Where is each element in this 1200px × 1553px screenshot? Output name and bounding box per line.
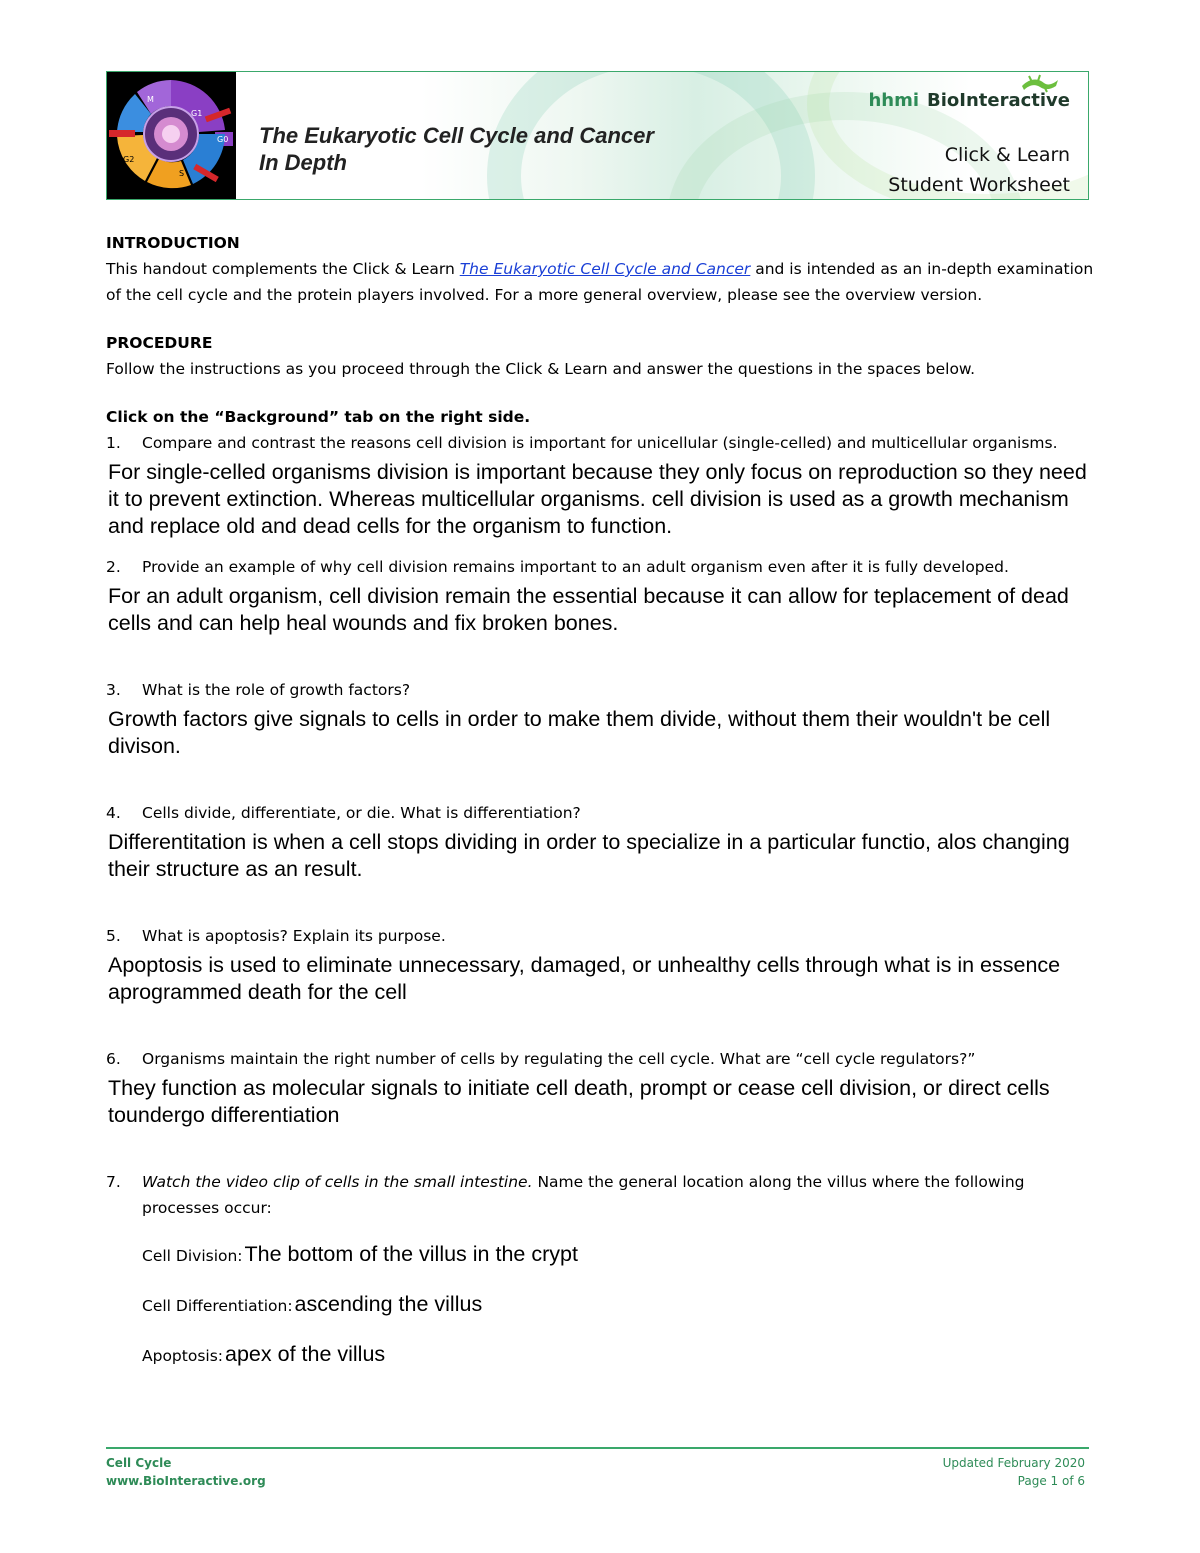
question-text <box>106 1046 1096 1072</box>
answer-text[interactable]: Growth factors give signals to cells in order to make them divide, without them their wouldn't be cell divison. <box>108 707 1051 758</box>
intro-text-after: and is intended as an in-depth examination of the cell cycle and the protein players involved. For a more general overview, please see the overview version. <box>106 260 1094 304</box>
answer-text[interactable]: Differentitation is when a cell stops dividing in order to specialize in a particular functio, alos changing their structure as an result. <box>108 830 1070 881</box>
question-block <box>106 1046 1096 1129</box>
question-number: 6. <box>106 1050 121 1068</box>
procedure-heading: PROCEDURE <box>106 334 213 352</box>
location-label: Cell Differentiation: <box>142 1297 293 1315</box>
question-prompt: What is the role of growth factors? <box>142 681 411 699</box>
location-answer[interactable]: ascending the villus <box>294 1292 483 1316</box>
question-prompt: Cells divide, differentiate, or die. What is differentiation? <box>142 804 581 822</box>
brand-hhmi: hhmi <box>868 90 919 111</box>
intro-heading: INTRODUCTION <box>106 234 240 252</box>
question-block <box>106 1169 1096 1369</box>
phase-label-g0: G0 <box>217 135 229 144</box>
phase-label-g2: G2 <box>123 155 135 164</box>
question-number: 3. <box>106 681 121 699</box>
brand-biointeractive: BioInteractive <box>927 90 1070 111</box>
answer-text[interactable]: They function as molecular signals to initiate cell death, prompt or cease cell division, or direct cells toundergo differentiation <box>108 1076 1050 1127</box>
question-text <box>106 677 1096 703</box>
product-label: Click & Learn <box>944 144 1070 166</box>
location-row <box>142 1241 1096 1269</box>
answer-text[interactable]: For single-celled organisms division is important because they only focus on reproduction so they need it to prevent extinction. Whereas multicellular organisms. cell division is used as a growth mechanism and replace old and dead cells for the organism to function. <box>108 460 1087 538</box>
title-line-1: The Eukaryotic Cell Cycle and Cancer <box>259 123 654 148</box>
question-italic-prompt: Watch the video clip of cells in the small intestine. <box>142 1173 533 1191</box>
document-type <box>888 140 1070 200</box>
worksheet-body <box>106 230 1096 1369</box>
worksheet-label: Student Worksheet <box>888 174 1070 196</box>
title-line-2: In Depth <box>259 150 347 175</box>
question-number: 5. <box>106 927 121 945</box>
question-number: 4. <box>106 804 121 822</box>
footer-left <box>106 1454 266 1490</box>
location-row <box>142 1341 1096 1369</box>
question-prompt: Name the general location along the villus where the following processes occur: <box>142 1173 1025 1217</box>
question-block <box>106 800 1096 883</box>
phase-label-g1: G1 <box>191 109 203 118</box>
question-text <box>106 800 1096 826</box>
question-text <box>106 923 1096 949</box>
footer-website-link[interactable]: www.BioInteractive.org <box>106 1474 266 1488</box>
question-number: 7. <box>106 1173 121 1191</box>
location-row <box>142 1291 1096 1319</box>
question-block <box>106 554 1096 637</box>
intro-text-before: This handout complements the Click & Learn <box>106 260 460 278</box>
phase-label-m: M <box>147 95 154 104</box>
footer-right <box>943 1454 1085 1490</box>
question-prompt: Provide an example of why cell division remains important to an adult organism even after it is fully developed. <box>142 558 1009 576</box>
question-text <box>106 554 1096 580</box>
question-prompt: What is apoptosis? Explain its purpose. <box>142 927 446 945</box>
footer-page-number: Page 1 of 6 <box>1017 1474 1085 1488</box>
question-text <box>106 430 1096 456</box>
location-label: Apoptosis: <box>142 1347 224 1365</box>
cell-cycle-logo <box>107 72 236 199</box>
procedure-text: Follow the instructions as you proceed through the Click & Learn and answer the questions in the spaces below. <box>106 360 976 378</box>
cell-cycle-diagram-icon <box>107 72 236 199</box>
location-list <box>106 1241 1096 1369</box>
question-block <box>106 677 1096 760</box>
question-number: 1. <box>106 434 121 452</box>
brand-logo <box>868 90 1070 111</box>
question-number: 2. <box>106 558 121 576</box>
document-title <box>259 122 654 176</box>
question-block <box>106 430 1096 540</box>
location-answer[interactable]: apex of the villus <box>225 1342 386 1366</box>
location-label: Cell Division: <box>142 1247 243 1265</box>
question-text <box>106 1169 1096 1221</box>
location-answer[interactable]: The bottom of the villus in the crypt <box>244 1242 578 1266</box>
question-prompt: Organisms maintain the right number of cells by regulating the cell cycle. What are “cell cycle regulators?” <box>142 1050 976 1068</box>
question-prompt: Compare and contrast the reasons cell division is important for unicellular (single-celled) and multicellular organisms. <box>142 434 1058 452</box>
question-block <box>106 923 1096 1006</box>
answer-text[interactable]: Apoptosis is used to eliminate unnecessary, damaged, or unhealthy cells through what is in essence aprogrammed death for the cell <box>108 953 1061 1004</box>
phase-label-s: S <box>179 169 185 178</box>
header-banner <box>106 71 1089 200</box>
footer-updated-date: Updated February 2020 <box>942 1456 1085 1470</box>
footer-divider <box>106 1447 1089 1449</box>
click-and-learn-link[interactable]: The Eukaryotic Cell Cycle and Cancer <box>459 260 751 278</box>
answer-text[interactable]: For an adult organism, cell division remain the essential because it can allow for teplacement of dead cells and can help heal wounds and fix broken bones. <box>108 584 1069 635</box>
footer-topic: Cell Cycle <box>106 1456 172 1470</box>
intro-paragraph <box>106 256 1096 308</box>
background-tab-instruction: Click on the “Background” tab on the right side. <box>106 408 531 426</box>
